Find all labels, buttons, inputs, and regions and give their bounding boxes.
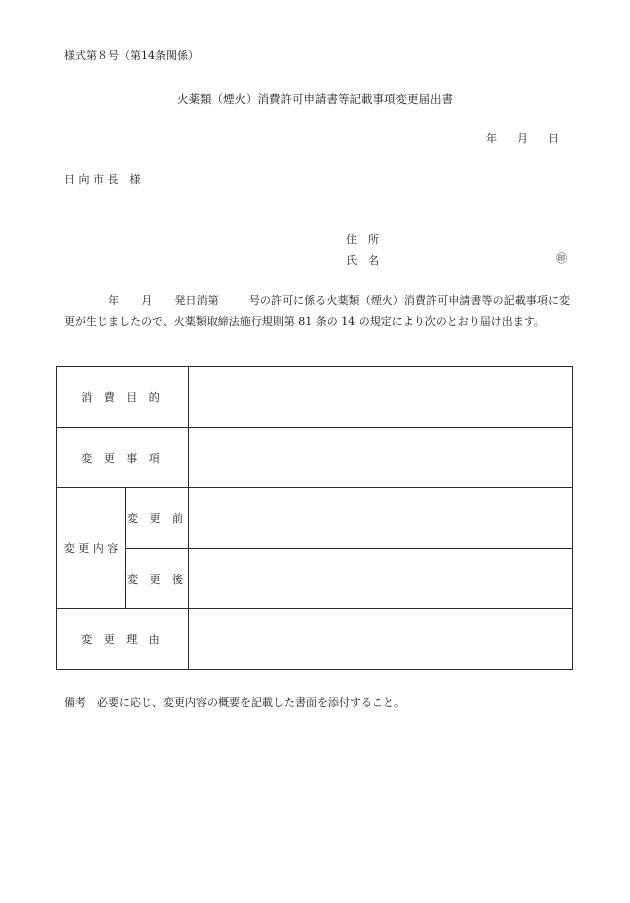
table-row — [57, 549, 573, 609]
date-year-label: 年 — [486, 132, 497, 145]
body-text — [64, 290, 570, 332]
purpose-field[interactable] — [189, 367, 573, 428]
body-issued-prefix: 発日消第 — [174, 294, 219, 307]
purpose-label: 消 費 目 的 — [57, 367, 189, 428]
change-item-field[interactable] — [189, 428, 573, 488]
reason-field[interactable] — [189, 609, 573, 670]
change-table — [56, 366, 573, 670]
seal-mark: ㊞ — [556, 252, 567, 265]
date-month-label: 月 — [517, 132, 528, 145]
form-number: 様式第８号（第14条関係） — [64, 49, 199, 62]
after-field[interactable] — [189, 549, 573, 609]
table-row — [57, 609, 573, 670]
change-item-label: 変 更 事 項 — [57, 428, 189, 488]
name-label: 氏 名 — [346, 254, 379, 267]
document-title: 火薬類（煙火）消費許可申請書等記載事項変更届出書 — [177, 92, 453, 106]
before-field[interactable] — [189, 488, 573, 549]
reason-label: 変 更 理 由 — [57, 609, 189, 670]
addressee: 日 向 市 長 様 — [64, 173, 141, 186]
date-day-label: 日 — [548, 132, 559, 145]
table-row — [57, 367, 573, 428]
body-year: 年 — [108, 294, 120, 307]
address-label: 住 所 — [346, 233, 379, 246]
date-line — [486, 130, 559, 146]
body-text-main: 号の許可に係る火薬類（煙火）消費許可申請書等の記載事項に変更が生じましたので、火薬類取締法施行規則第 81 条の 14 の規定により次のとおり届け出ます。 — [64, 294, 571, 328]
before-label: 変 更 前 — [126, 488, 189, 549]
body-month: 月 — [141, 294, 153, 307]
table-row — [57, 428, 573, 488]
table-row — [57, 488, 573, 549]
remarks: 備考 必要に応じ、変更内容の概要を記載した書面を添付すること。 — [64, 696, 405, 709]
change-content-label: 変 更 内 容 — [57, 488, 126, 609]
after-label: 変 更 後 — [126, 549, 189, 609]
